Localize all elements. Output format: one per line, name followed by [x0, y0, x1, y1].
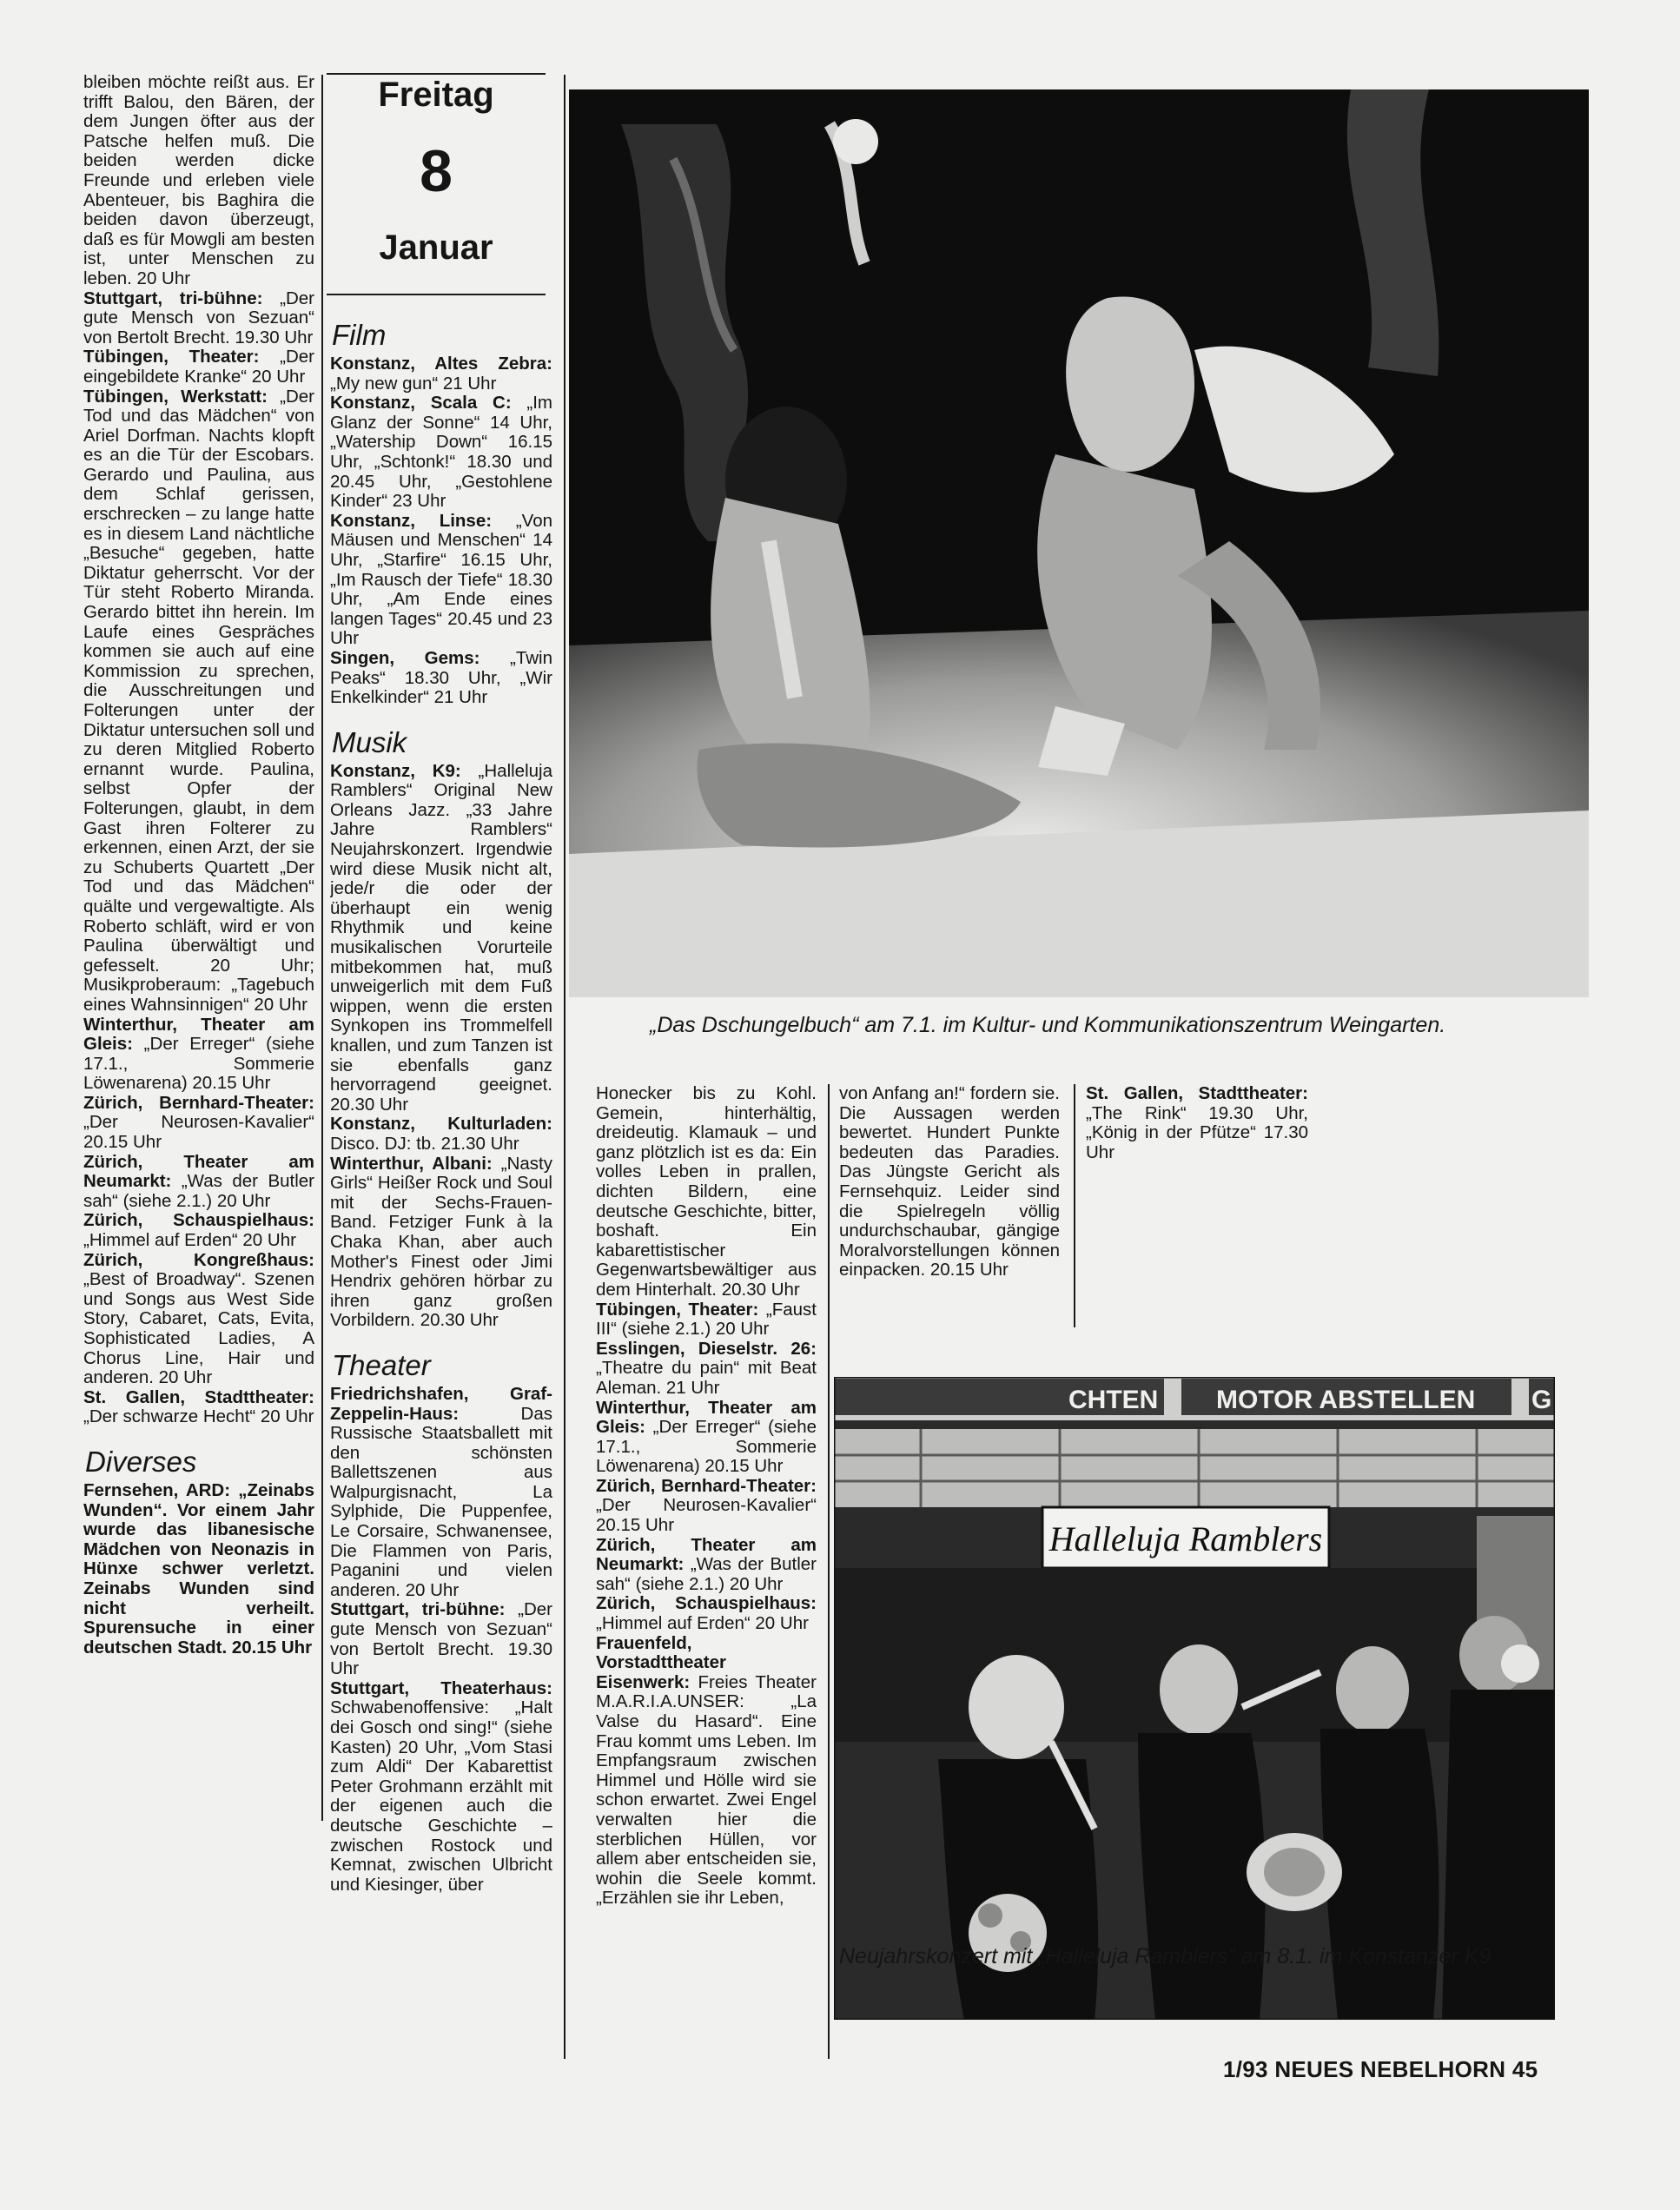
listing-entry: Konstanz, Kulturladen: Disco. DJ: tb. 21.30 Uhr — [330, 1114, 552, 1154]
listing-entry: Singen, Gems: „Twin Peaks“ 18.30 Uhr, „Wir Enkelkinder“ 21 Uhr — [330, 647, 552, 708]
listing-entry: Zürich, Schauspielhaus: „Himmel auf Erden“ 20 Uhr — [596, 1593, 817, 1634]
photo-halleluja-ramblers — [834, 1377, 1555, 2020]
column-1 — [83, 73, 314, 1828]
page-footer: 1/93 NEUES NEBELHORN 45 — [1223, 2056, 1538, 2082]
section-heading-musik: Musik — [332, 725, 407, 758]
listing-entry: Stuttgart, Theaterhaus: Schwabenoffensive: „Halt dei Gosch ond sing!“ (siehe Kasten) 20 Uhr, „Vom Stasi zum Aldi“ Der Kabarettist Peter Grohmann erzählt mit der eigenen auch die deutsche Geschichte – zwischen Rostock und Kemnat, zwischen Ulbricht und Kiesinger, über — [330, 1677, 552, 1895]
listing-entry: Winterthur, Albani: „Nasty Girls“ Heißer Rock und Soul mit der Sechs-Frauen-Band. Fetziger Funk à la Chaka Khan, aber auch Mother's Finest oder Jimi Hendrix gehören hörbar zu ihren ganz großen Vorbildern. 20.30 Uhr — [330, 1153, 552, 1331]
column-2 — [330, 320, 552, 2059]
listing-entry: Winterthur, Theater am Gleis: „Der Erreger“ (siehe 17.1., Sommerie Löwenarena) 20.15 Uhr — [596, 1397, 817, 1477]
date-rule-bottom — [327, 294, 546, 295]
photo-jungle-book — [569, 89, 1589, 997]
section-heading-theater: Theater — [332, 1348, 431, 1381]
listing-entry: Zürich, Schauspielhaus: „Himmel auf Erden“ 20 Uhr — [83, 1210, 314, 1251]
listing-entry: Frauenfeld, Vorstadttheater Eisenwerk: Freies Theater M.A.R.I.A.UNSER: „La Valse du Hasard“. Eine Frau kommt ums Leben. Im Empfangsraum zwischen Himmel und Hölle wird sie schon erwartet. Zwei Engel verwalten hier die sterblichen Hüllen, vor allem aber entscheiden sie, wohin die Seele kommt. „Erzählen sie ihr Leben, — [596, 1632, 817, 1909]
section-heading-film: Film — [332, 320, 387, 351]
column-3 — [596, 1084, 817, 2059]
listing-entry: Friedrichshafen, Graf-Zeppelin-Haus: Das Russische Staatsballett mit den schönsten Ballettszenen aus Walpurgisnacht, La Sylphide, Die Puppenfee, Le Corsaire, Schwanensee, Die Flammen von Paris, Paganini und vielen anderen. 20 Uhr — [330, 1383, 552, 1600]
listing-entry: Esslingen, Dieselstr. 26: „Theatre du pain“ mit Beat Aleman. 21 Uhr — [596, 1338, 817, 1398]
listing-entry: Winterthur, Theater am Gleis: „Der Erreger“ (siehe 17.1., Sommerie Löwenarena) 20.15 Uhr — [83, 1014, 314, 1094]
column-4 — [839, 1084, 1060, 1310]
column-rule — [828, 1084, 830, 2059]
listing-entry: Fernsehen, ARD: „Zeinabs Wunden“. Vor einem Jahr wurde das libanesische Mädchen von Neonazis in Hünxe schwer verletzt. Zeinabs Wunden sind nicht verheilt. Spurensuche in einer deutschen Stadt. 20.15 Uhr — [83, 1479, 314, 1658]
listing-entry: Konstanz, Altes Zebra: „My new gun“ 21 Uhr — [330, 354, 552, 394]
listing-entry: Konstanz, Linse: „Von Mäusen und Menschen“ 14 Uhr, „Starfire“ 16.15 Uhr, „Im Rausch der Tiefe“ 18.30 Uhr, „Am Ende eines langen Tages“ 20.45 und 23 Uhr — [330, 510, 552, 649]
date-month: Januar — [379, 228, 493, 267]
listing-entry: St. Gallen, Stadttheater: „The Rink“ 19.30 Uhr, „König in der Pfütze“ 17.30 Uhr — [1086, 1084, 1308, 1162]
listing-text: Honecker bis zu Kohl. Gemein, hinterhältig, dreideutig. Klamauk – und ganz plötzlich ist es da: Ein volles Leben in prallen, dichten Bildern, eine deutsche Geschichte, bitter, boshaft. Ein kabarettistischer Gegenwartsbewältiger aus dem Hinterhalt. 20.30 Uhr — [596, 1084, 817, 1300]
listing-entry: St. Gallen, Stadttheater: „Der schwarze Hecht“ 20 Uhr — [83, 1386, 314, 1427]
photo-halleluja-ramblers-caption: Neujahrskonzert mit „Halleluja Ramblers“ am 8.1. im Konstanzer K9 — [839, 1944, 1491, 1968]
photo-halleluja-ramblers-image — [834, 1377, 1555, 2020]
column-rule — [564, 75, 566, 2059]
listing-text: bleiben möchte reißt aus. Er trifft Balou, den Bären, der dem Jungen öfter aus der Patsche helfen muß. Die beiden werden dicke Freunde und erleben viele Abenteuer, bis Baghira die beiden davon überzeugt, daß es für Mowgli am besten ist, unter Menschen zu leben. 20 Uhr — [83, 73, 314, 288]
sign-text-right: G — [1531, 1386, 1552, 1414]
listing-text: von Anfang an!“ fordern sie. Die Aussagen werden bewertet. Hundert Punkte bedeuten das Paradies. Das Jüngste Gericht als Fernsehquiz. Leider sind die Spielregeln völlig undurchschaubar, gängige Moralvorstellungen können einpacken. 20.15 Uhr — [839, 1084, 1060, 1280]
column-5 — [1086, 1084, 1308, 1188]
listing-entry: Tübingen, Theater: „Der eingebildete Kranke“ 20 Uhr — [83, 347, 314, 387]
banner-text: Halleluja Ramblers — [1048, 1519, 1323, 1558]
column-rule — [1074, 1084, 1075, 1327]
listing-entry: Zürich, Bernhard-Theater: „Der Neurosen-Kavalier“ 20.15 Uhr — [83, 1092, 314, 1153]
listing-entry: Tübingen, Theater: „Faust III“ (siehe 2.1.) 20 Uhr — [596, 1299, 817, 1340]
listing-entry: Zürich, Theater am Neumarkt: „Was der Butler sah“ (siehe 2.1.) 20 Uhr — [83, 1151, 314, 1211]
photo-jungle-book-caption: „Das Dschungelbuch“ am 7.1. im Kultur- und Kommunikationszentrum Weingarten. — [650, 1013, 1446, 1037]
listing-entry: Konstanz, K9: „Halleluja Ramblers“ Original New Orleans Jazz. „33 Jahre Jahre Ramblers“ Neujahrskonzert. Irgendwie wird diese Musik nicht alt, jede/r die oder der überhaupt ein wenig Rhythmik und keine musikalischen Vorurteile mitbekommen hat, muß unweigerlich mit dem Fuß wippen, wenn die ersten Synkopen ins Trommelfell knallen, und zum Tanzen ist sie ebenfalls ganz hervorragend geeignet. 20.30 Uhr — [330, 760, 552, 1115]
listing-entry: Stuttgart, tri-bühne: „Der gute Mensch von Sezuan“ von Bertolt Brecht. 19.30 Uhr — [83, 288, 314, 347]
listing-entry: Stuttgart, tri-bühne: „Der gute Mensch von Sezuan“ von Bertolt Brecht. 19.30 Uhr — [330, 1599, 552, 1679]
listing-entry: Zürich, Theater am Neumarkt: „Was der Butler sah“ (siehe 2.1.) 20 Uhr — [596, 1534, 817, 1594]
date-weekday: Freitag — [378, 76, 494, 114]
section-heading-diverses: Diverses — [85, 1445, 197, 1478]
listing-entry: Zürich, Kongreßhaus: „Best of Broadway“. Szenen und Songs aus West Side Story, Cabaret, Cats, Evita, Sophisticated Ladies, A Chorus Line, Hair und anderen. 20 Uhr — [83, 1249, 314, 1388]
sign-text-mid: MOTOR ABSTELLEN — [1216, 1386, 1476, 1414]
date-block — [327, 75, 546, 268]
date-day-number: 8 — [420, 138, 453, 204]
sign-text-left: CHTEN — [1068, 1386, 1159, 1414]
photo-jungle-book-image — [569, 89, 1589, 997]
listing-entry: Konstanz, Scala C: „Im Glanz der Sonne“ 14 Uhr, „Watership Down“ 16.15 Uhr, „Schtonk!“ 18.30 und 20.45 Uhr, „Gestohlene Kinder“ 23 Uhr — [330, 393, 552, 512]
column-rule — [321, 75, 323, 1821]
listing-entry: Tübingen, Werkstatt: „Der Tod und das Mädchen“ von Ariel Dorfman. Nachts klopft es an die Tür der Escobars. Gerardo und Paulina, aus dem Schlaf gerissen, erschrecken – zu lange hatte es in diesem Land nächtliche „Besuche“ gegeben, hatte Diktatur geherrscht. Vor der Tür steht Roberto Miranda. Gerardo bittet ihn herein. Im Laufe eines Gespräches kommen sie auch auf eine Kommission zu sprechen, die Ausschreitungen und Folterungen unter der Diktatur untersuchen soll und zu deren Mitglied Roberto ernannt wurde. Paulina, selbst Opfer der Folterungen, glaubt, in dem Gast ihren Folterer zu erkennen, einen Arzt, der sie zu Schuberts Quartett „Der Tod und das Mädchen“ quälte und vergewaltigte. Als Roberto schläft, wird er von Paulina überwältigt und gefesselt. 20 Uhr; Musikproberaum: „Tagebuch eines Wahnsinnigen“ 20 Uhr — [83, 386, 314, 1015]
listing-entry: Zürich, Bernhard-Theater: „Der Neurosen-Kavalier“ 20.15 Uhr — [596, 1475, 817, 1536]
